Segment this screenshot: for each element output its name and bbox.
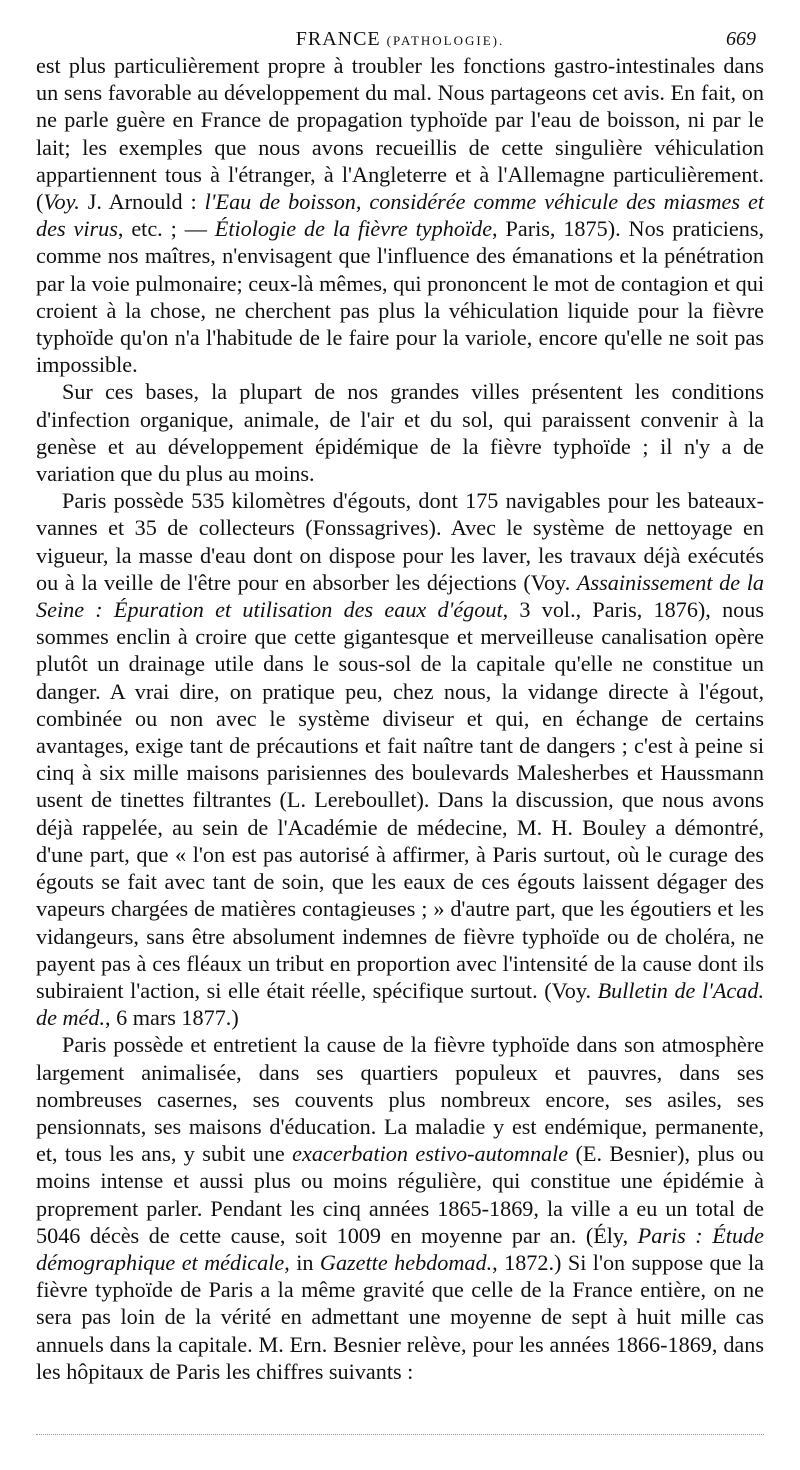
italic-run: Paris : Étude démographique et médicale — [36, 1222, 764, 1275]
italic-run: Voy. — [43, 189, 80, 215]
running-title-main: FRANCE — [295, 28, 381, 50]
text-run: , 1872.) Si l'on suppose que la fièvre typhoïde de Paris a la même gravité que celle de la France entière, on ne sera pas loin de la vérité en admettant une moyenne de sept à huit mille cas annuels dans la capitale. M. Ern. Besnier relève, pour les années 1866-1869, dans les hôpitaux de Paris les chiffres suivants : — [36, 1249, 764, 1384]
italic-run: Étiologie de la fièvre typhoïde — [214, 216, 493, 242]
italic-run: l'Eau de boisson, considérée comme véhicule des miasmes et des virus — [36, 189, 764, 242]
text-run: Sur ces bases, la plupart de nos grandes villes présentent les conditions d'infection organique, animale, de l'air et du sol, qui paraissent convenir à la genèse et au développement épidémique de la fièvre typhoïde ; il n'y a de variation que du plus au moins. — [36, 379, 764, 487]
text-run: est plus particulièrement propre à troubler les fonctions gastro-intestinales dans un sens favorable au développement du mal. Nous partageons cet avis. En fait, on ne parle guère en France de propagation typhoïde par l'eau de boisson, ni par le lait; les exemples que nous avons recueillis de cette singulière véhiculation appartiennent tous à l'étranger, à l'Angleterre et à l'Allemagne particulièrement. ( — [36, 53, 764, 215]
italic-run: exacerbation estivo-automnale — [292, 1141, 569, 1167]
text-run: Paris possède et entretient la cause de la fièvre typhoïde dans son atmosphère largement animalisée, dans ses quartiers populeux et pauvres, dans ses nombreuses casernes, ses couvents plus nombreux encore, ses asiles, ses pensionnats, ses maisons d'éducation. La maladie y est endémique, permanente, et, tous les ans, y subit une — [36, 1032, 764, 1167]
text-run: J. Arnould : — [79, 189, 205, 215]
footer-dotted-rule — [36, 1434, 764, 1435]
italic-run: Assainissement de la Seine : Épuration et utilisation des eaux d'égout — [36, 569, 764, 623]
page-number: 669 — [726, 28, 756, 50]
paragraph — [36, 487, 764, 1031]
paragraph — [36, 1031, 764, 1385]
running-head — [36, 0, 764, 52]
text-run: , in — [284, 1249, 320, 1275]
text-run: , 3 vol., Paris, 1876), nous sommes enclin à croire que cette gigantesque et merveilleuse canalisation opère plutôt un drainage utile dans le sous-sol de la capitale qu'elle ne constitue un danger. A vrai dire, on pratique peu, chez nous, la vidange directe à l'égout, combinée ou non avec le système diviseur et qui, en échange de certains avantages, exige tant de précautions et fait naître tant de dangers ; c'est à peine si cinq à six mille maisons parisiennes des boulevards Malesherbes et Haussmann usent de tinettes filtrantes (L. Lereboullet). Dans la discussion, que nous avons déjà rappelée, au sein de l'Académie de médecine, M. H. Bouley a démontré, d'une part, que « l'on est pas autorisé à affirmer, à Paris surtout, où le curage des égouts se fait avec tant de soin, que les eaux de ces égouts laissent dégager des vapeurs chargées de matières contagieuses ; » d'autre part, que les égoutiers et les vidangeurs, sans être absolument indemnes de fièvre typhoïde ou de choléra, ne payent pas à ces fléaux un tribut en proportion avec l'intensité de la cause dont ils subiraient l'action, si elle était réelle, spécifique surtout. (Voy. — [36, 597, 764, 1003]
paragraph — [36, 378, 764, 487]
running-title — [36, 28, 764, 51]
text-run: , Paris, 1875). Nos praticiens, comme nos maîtres, n'envisagent que l'influence des émanations et la pénétration par la voie pulmonaire; ceux-là mêmes, qui prononcent le mot de contagion et qui croient à la chose, ne cherchent pas plus la véhiculation liquide pour la fièvre typhoïde qu'on n'a l'habitude de le faire pour la variole, encore qu'elle ne soit pas impossible. — [36, 216, 764, 378]
italic-run: Bulletin de l'Acad. de méd. — [36, 977, 765, 1031]
running-title-sub: (PATHOLOGIE). — [386, 33, 505, 48]
paragraph — [36, 52, 764, 378]
text-run: , 6 mars 1877.) — [105, 1005, 239, 1031]
text-run: (E. Besnier), plus ou moins intense et aussi plus ou moins régulière, qui constitue une épidémie à proprement parler. Pendant les cinq années 1865-1869, la ville a eu un total de 5046 décès de cette cause, soit 1009 en moyenne par an. (Ély, — [36, 1141, 764, 1248]
text-run: Paris possède 535 kilomètres d'égouts, dont 175 navigables pour les bateaux-vannes et 35 de collecteurs (Fonssagrives). Avec le système de nettoyage en vigueur, la masse d'eau dont on dispose pour les laver, les travaux déjà exécutés ou à la veille de l'être pour en absorber les déjections (Voy. — [36, 488, 764, 595]
text-run: , etc. ; — — [117, 216, 215, 242]
italic-run: Gazette hebdomad. — [319, 1249, 493, 1275]
body-text — [36, 52, 764, 1385]
